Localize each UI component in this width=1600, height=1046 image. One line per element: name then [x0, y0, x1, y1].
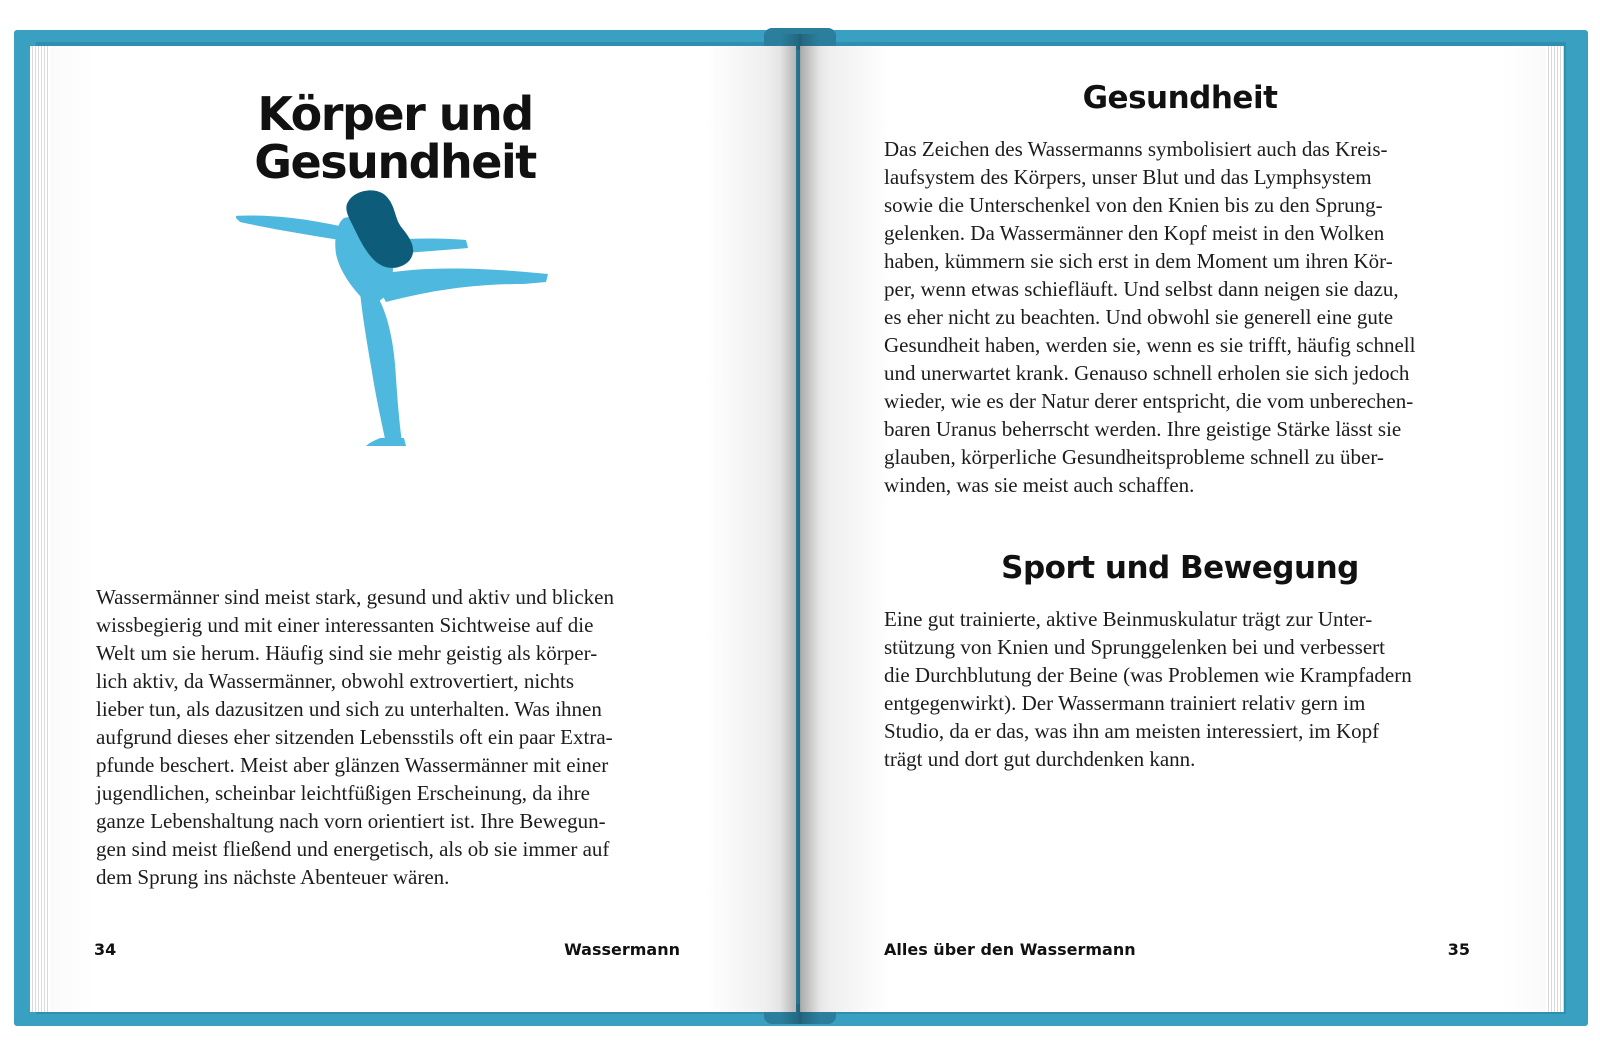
running-head-right: Alles über den Wassermann: [884, 940, 1136, 959]
yoga-pose-figure-icon: [236, 188, 566, 458]
right-body-text-1: Das Zeichen des Wassermanns symbolisiert auch das Kreis- laufsystem des Körpers, unser Blut und das Lymphsystem sowie die Unterschenkel von den Knien bis zu den Sprung- gelenken. Da Wassermänner den Kopf meist in den Wolken haben, kümmern sie sich erst in dem Moment um ihren Kör- per, wenn etwas schiefläuft. Und selbst dann neigen sie dazu, es eher nicht zu beachten. Und obwohl sie generell eine gute Gesundheit haben, werden sie, wenn es sie trifft, häufig schnell und unerwartet krank. Genauso schnell erholen sie sich jedoch wieder, wie es der Natur derer entspricht, die vom unberechen- baren Uranus beherrscht werden. Ihre geistige Stärke lässt sie glauben, körperliche Gesundheitsprobleme schnell zu über- winden, was sie meist auch schaffen.: [884, 137, 1416, 497]
running-head-left: Wassermann: [564, 940, 680, 959]
heading-sport: Sport und Bewegung: [1001, 550, 1359, 586]
chapter-title: [220, 87, 570, 189]
chapter-title-line2: Gesundheit: [254, 135, 536, 189]
chapter-title-line1: Körper und: [257, 87, 533, 141]
page-edges-left: [30, 46, 52, 1012]
spine-shadow: [780, 34, 820, 1024]
right-body-text-2: Eine gut trainierte, aktive Beinmuskulatur trägt zur Unter- stützung von Knien und Sprunggelenken bei und verbessert die Durchblutung der Beine (was Problemen wie Krampfadern entgegenwirkt). Der Wassermann trainiert relativ gern im Studio, da er das, was ihn am meisten interessiert, im Kopf trägt und dort gut durchdenken kann.: [884, 607, 1412, 771]
page-number-left: 34: [94, 940, 117, 959]
heading-gesundheit: Gesundheit: [1082, 80, 1278, 116]
page-number-right: 35: [1447, 940, 1470, 959]
left-body-text: Wassermänner sind meist stark, gesund und aktiv und blicken wissbegierig und mit einer interessanten Sichtweise auf die Welt um sie herum. Häufig sind sie mehr geistig als körper- lich aktiv, da Wassermänner, obwohl extrovertiert, nichts lieber tun, als dazusitzen und sich zu unterhalten. Was ihnen aufgrund dieses eher sitzenden Lebensstils oft ein paar Extra- pfunde beschert. Meist aber glänzen Wassermänner mit einer jugendlichen, scheinbar leichtfüßigen Erscheinung, da ihre ganze Lebenshaltung nach vorn orientiert ist. Ihre Bewegun- gen sind meist fließend und energetisch, als ob sie immer auf dem Sprung ins nächste Abenteuer wären.: [96, 585, 614, 889]
